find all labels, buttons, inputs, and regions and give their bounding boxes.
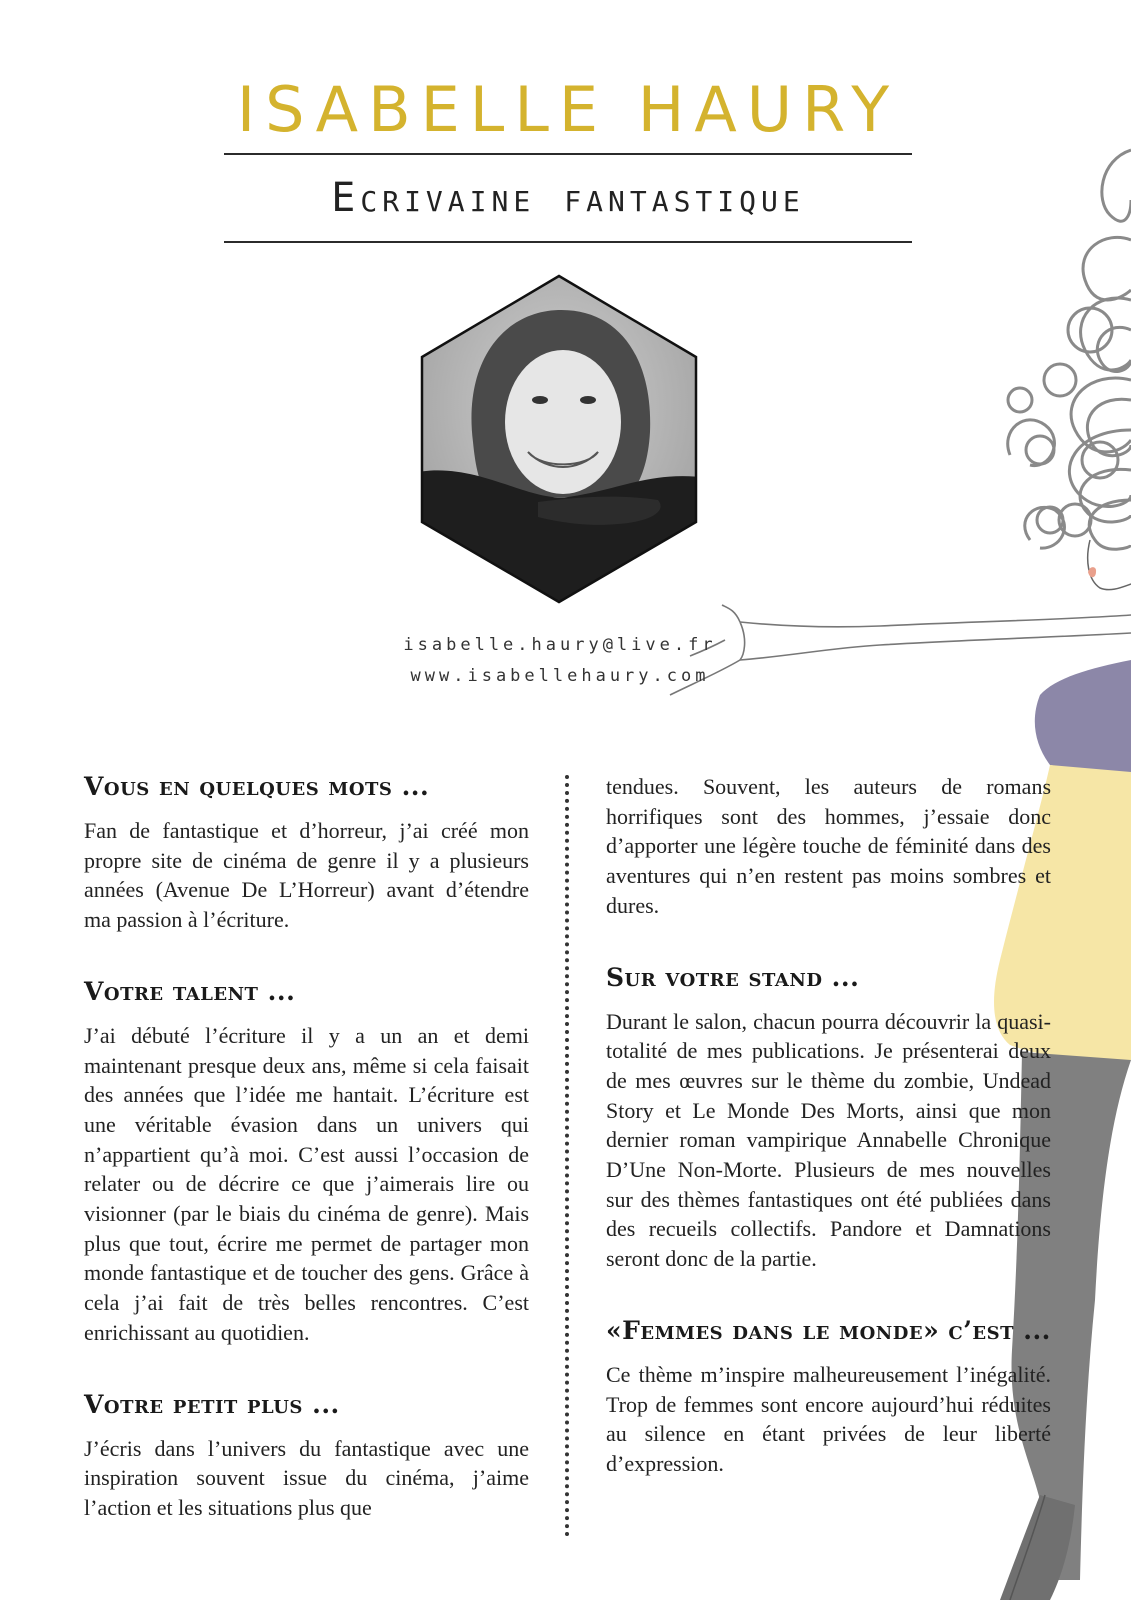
section-title-stand: Sur votre stand ... (606, 962, 860, 992)
section-body-stand: Durant le salon, chacun pourra découvrir la quasi-totalité de mes publications. Je présenterai deux de mes œuvres sur le thème du zombie, Undead Story et Le Monde Des Morts, ainsi que mon dernier roman vampirique Annabelle Chronique D’Une Non-Morte. Plusieurs de mes nouvelles sur des thèmes fantastiques ont été publiées dans des recueils collectifs. Pandore et Damnations seront donc de la partie. (606, 1008, 1051, 1272)
section-title-femmes: «Femmes dans le monde» c’est ... (606, 1315, 1051, 1345)
section-body-mots: Fan de fantastique et d’horreur, j’ai créé mon propre site de cinéma de genre il y a plusieurs années (Avenue De L’Horreur) avant d’étendre ma passion à l’écriture. (84, 818, 529, 933)
right-column (606, 772, 1051, 1519)
author-role: Ecrivaine fantastique (331, 175, 805, 221)
section-title-talent: Votre talent ... (84, 976, 296, 1006)
contact-info (380, 630, 740, 692)
purple-top (1035, 660, 1131, 772)
section-title-plus: Votre petit plus ... (84, 1389, 340, 1419)
section-title-mots: Vous en quelques mots ... (84, 772, 430, 801)
curly-hair-scribble (1008, 150, 1131, 549)
left-column (84, 770, 529, 1523)
author-portrait-photo (418, 272, 700, 606)
section-body-plus-part2: tendues. Souvent, les auteurs de romans horrifiques sont des hommes, j’essaie donc d’apporter une légère touche de féminité dans des aventures qui n’en restent pas moins sombres et dures. (606, 774, 1051, 918)
column-divider (565, 775, 569, 1537)
section-body-plus-part1: J’écris dans l’univers du fantastique avec une inspiration souvent issue du cinéma, j’aime l’action et les situations plus que (84, 1435, 529, 1520)
header-bottom-rule (224, 241, 912, 243)
author-name: ISABELLE HAURY (236, 73, 900, 146)
portrait-face (505, 350, 621, 494)
header (224, 70, 912, 243)
section-body-talent: J’ai débuté l’écriture il y a un an et demi maintenant presque deux ans, même si cela faisait des années que l’idée me hantait. L’écriture est une véritable évasion dans un univers qui n’appartient qu’à moi. C’est aussi l’occasion de relater ou de décrire ce que j’aimerais lire ou visionner (par le biais du cinéma de genre). Mais plus que tout, écrire me permet de partager mon monde fantastique et de toucher des gens. Grâce à cela j’ai fait de très belles rencontres. C’est enrichissant au quotidien. (84, 1022, 529, 1345)
website-link[interactable]: www.isabellehaury.com (410, 666, 710, 686)
section-body-femmes: Ce thème m’inspire malheureusement l’inégalité. Trop de femmes sont encore aujourd’hui réduites au silence en étant privées de leur liberté d’expression. (606, 1361, 1051, 1476)
email-link[interactable]: isabelle.haury@live.fr (403, 635, 717, 655)
